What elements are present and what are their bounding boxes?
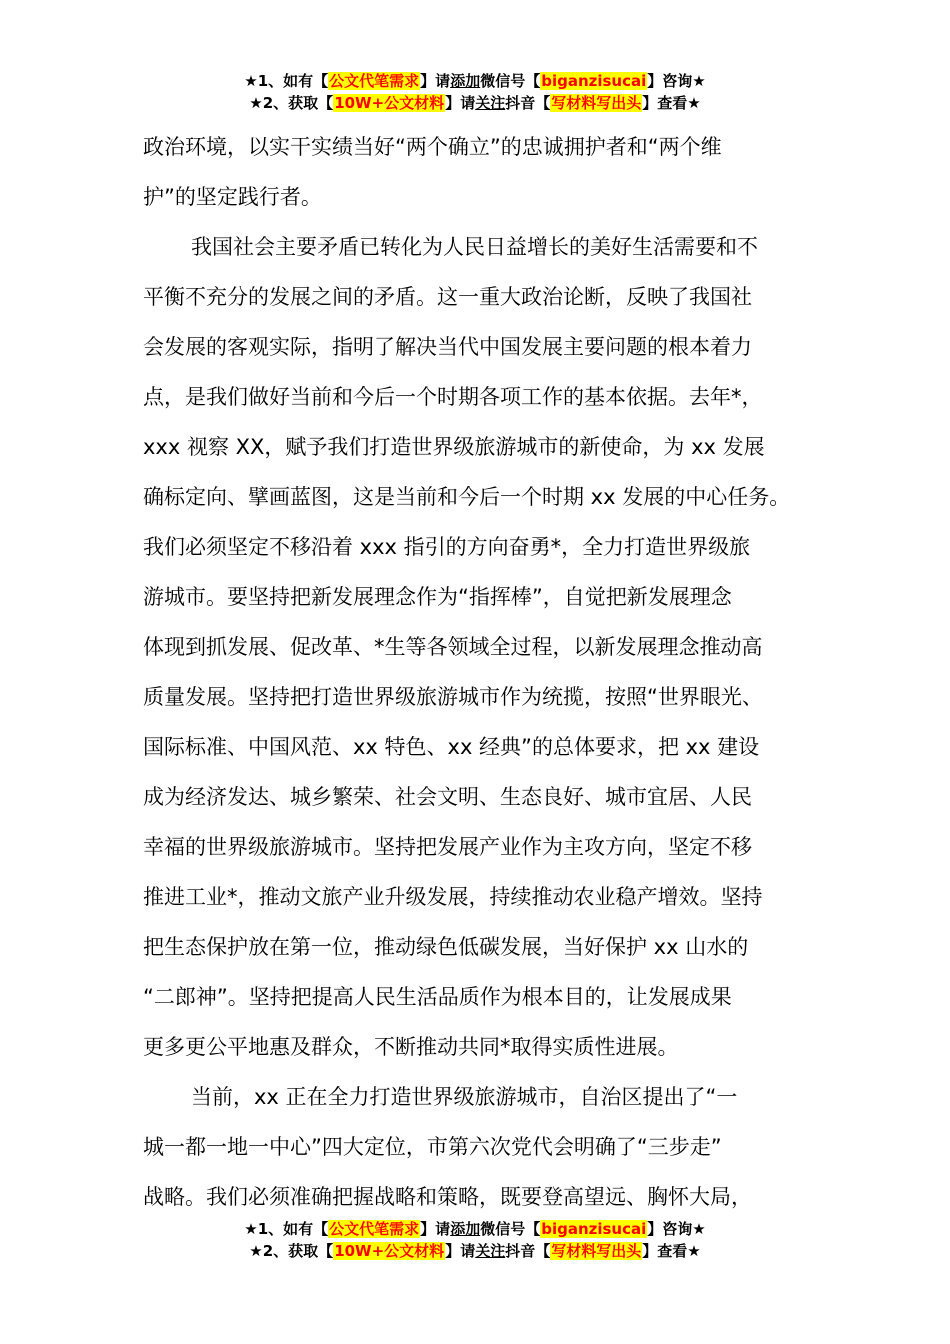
- body-line: 幸福的世界级旅游城市。坚持把发展产业作为主攻方向，坚定不移: [143, 835, 752, 859]
- banner-text: ★2、获取【: [249, 94, 334, 112]
- banner-text: ★2、获取【: [249, 1242, 334, 1260]
- body-line: 战略。我们必须准确把握战略和策略，既要登高望远、胸怀大局，: [143, 1185, 752, 1209]
- banner-text: 微信号【: [480, 72, 541, 90]
- banner-text: 】请: [445, 1242, 476, 1260]
- body-line: 更多更公平地惠及群众，不断推动共同*取得实质性进展。: [143, 1035, 679, 1059]
- banner-line-2: [0, 92, 950, 114]
- banner-text: 】咨询★: [647, 72, 706, 90]
- body-line: 点，是我们做好当前和今后一个时期各项工作的基本依据。去年*，: [143, 385, 763, 409]
- banner-text: 抖音【: [505, 94, 551, 112]
- body-line: “二郎神”。坚持把提高人民生活品质作为根本目的，让发展成果: [143, 985, 732, 1009]
- highlight-douyin-id: 写材料写出头: [551, 94, 642, 112]
- highlight-wechat-id: biganzisucai: [541, 72, 647, 90]
- document-body: [143, 122, 833, 1222]
- banner-line-1: [0, 70, 950, 92]
- highlight-materials: 10W+公文材料: [334, 1242, 445, 1260]
- body-line: 质量发展。坚持把打造世界级旅游城市作为统揽，按照“世界眼光、: [143, 685, 763, 709]
- body-line: 把生态保护放在第一位，推动绿色低碳发展，当好保护 xx 山水的: [143, 935, 749, 959]
- highlight-service: 公文代笔需求: [329, 1220, 420, 1238]
- banner-text: 抖音【: [505, 1242, 551, 1260]
- banner-text: 】查看★: [642, 1242, 701, 1260]
- body-line: 平衡不充分的发展之间的矛盾。这一重大政治论断，反映了我国社: [143, 285, 752, 309]
- paragraph-start-line: 我国社会主要矛盾已转化为人民日益增长的美好生活需要和不: [191, 235, 758, 259]
- banner-text: 】请: [420, 72, 451, 90]
- banner-text: 】请: [420, 1220, 451, 1238]
- body-line: xxx 视察 XX，赋予我们打造世界级旅游城市的新使命，为 xx 发展: [143, 435, 765, 459]
- banner-text: ★1、如有【: [244, 1220, 329, 1238]
- highlight-materials: 10W+公文材料: [334, 94, 445, 112]
- body-line: 体现到抓发展、促改革、*生等各领域全过程，以新发展理念推动高: [143, 635, 763, 659]
- underlined-text: 添加: [450, 72, 481, 90]
- body-line: 推进工业*，推动文旅产业升级发展，持续推动农业稳产增效。坚持: [143, 885, 763, 909]
- banner-text: 】查看★: [642, 94, 701, 112]
- body-line: 成为经济发达、城乡繁荣、社会文明、生态良好、城市宜居、人民: [143, 785, 752, 809]
- highlight-douyin-id: 写材料写出头: [551, 1242, 642, 1260]
- banner-text: 】请: [445, 94, 476, 112]
- header-banner: [0, 70, 950, 114]
- body-line: 我们必须坚定不移沿着 xxx 指引的方向奋勇*，全力打造世界级旅: [143, 535, 751, 559]
- banner-line-2: [0, 1240, 950, 1262]
- body-line: 护”的坚定践行者。: [143, 185, 322, 209]
- banner-text: ★1、如有【: [244, 72, 329, 90]
- underlined-text: 关注: [475, 1242, 506, 1260]
- body-line: 游城市。要坚持把新发展理念作为“指挥棒”，自觉把新发展理念: [143, 585, 732, 609]
- body-line: 政治环境，以实干实绩当好“两个确立”的忠诚拥护者和“两个维: [143, 135, 722, 159]
- banner-line-1: [0, 1218, 950, 1240]
- footer-banner: [0, 1218, 950, 1262]
- highlight-wechat-id: biganzisucai: [541, 1220, 647, 1238]
- body-line: 会发展的客观实际，指明了解决当代中国发展主要问题的根本着力: [143, 335, 752, 359]
- banner-text: 】咨询★: [647, 1220, 706, 1238]
- body-line: 确标定向、擘画蓝图，这是当前和今后一个时期 xx 发展的中心任务。: [143, 485, 791, 509]
- underlined-text: 添加: [450, 1220, 481, 1238]
- paragraph-start-line: 当前，xx 正在全力打造世界级旅游城市，自治区提出了“一: [191, 1085, 738, 1109]
- body-line: 城一都一地一中心”四大定位，市第六次党代会明确了“三步走”: [143, 1135, 722, 1159]
- body-line: 国际标准、中国风范、xx 特色、xx 经典”的总体要求，把 xx 建设: [143, 735, 760, 759]
- underlined-text: 关注: [475, 94, 506, 112]
- banner-text: 微信号【: [480, 1220, 541, 1238]
- highlight-service: 公文代笔需求: [329, 72, 420, 90]
